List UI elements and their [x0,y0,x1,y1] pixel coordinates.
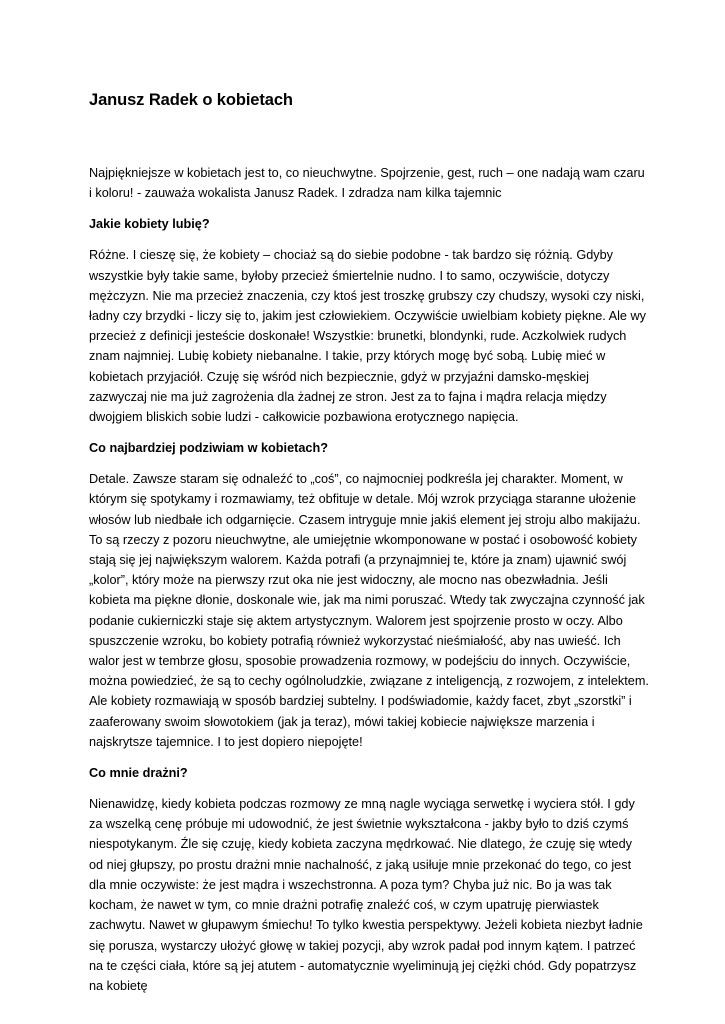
section-body-liked-women: Różne. I cieszę się, że kobiety – chociaż są do siebie podobne - tak bardzo się różnią. Gdyby wszystkie były takie same, byłoby przecież śmiertelnie nudno. I to samo, oczywiście, dotyczy mężczyzn. Nie ma przecież znaczenia, czy ktoś jest troszkę grubszy czy chudszy, wysoki czy niski, ładny czy brzydki - liczy się to, jakim jest człowiekiem. Oczywiście uwielbiam kobiety piękne. Ale wy przecież z definicji jesteście doskonałe! Wszystkie: brunetki, blondynki, rude. Aczkolwiek rudych znam najmniej. Lubię kobiety niebanalne. I takie, przy których mogę być sobą. Lubię mieć w kobietach przyjaciół. Czuję się wśród nich bezpiecznie, gdyż w przyjaźni damsko-męskiej zazwyczaj nie ma już zagrożenia dla żadnej ze stron. Jest za to fajna i mądra relacja między dwojgiem bliskich sobie ludzi - całkowicie pozbawiona erotycznego napięcia. [89,248,647,425]
article-lead: Najpiękniejsze w kobietach jest to, co nieuchwytne. Spojrzenie, gest, ruch – one nadają wam czaru i koloru! - zauważa wokalista Janusz Radek. I zdradza nam kilka tajemnic [89,166,645,201]
article [89,88,649,996]
section-heading-liked-women: Jakie kobiety lubię? [89,217,210,232]
section-body-admire: Detale. Zawsze staram się odnaleźć to „coś”, co najmocniej podkreśla jej charakter. Moment, w którym się spotykamy i rozmawiamy, też obfituje w detale. Mój wzrok przyciąga staranne ułożenie włosów lub niedbałe ich odgarnięcie. Czasem intryguje mnie jakiś element jej stroju albo makijażu. To są rzeczy z pozoru nieuchwytne, ale umiejętnie wkomponowane w postać i osobowość kobiety stają się jej największym walorem. Każda potrafi (a przynajmniej te, które ja znam) ujawnić swój „kolor”, który może na pierwszy rzut oka nie jest widoczny, ale mocno nas obezwładnia. Jeśli kobieta ma piękne dłonie, doskonale wie, jak ma nimi poruszać. Wtedy tak zwyczajna czynność jak podanie cukierniczki staje się aktem artystycznym. Walorem jest spojrzenie prosto w oczy. Albo spuszczenie wzroku, bo kobiety potrafią również wykorzystać nieśmiałość, aby nas uwieść. Ich walor jest w tembrze głosu, sposobie prowadzenia rozmowy, w podejściu do innych. Oczywiście, można powiedzieć, że są to cechy ogólnoludzkie, związane z inteligencją, z rozwojem, z intelektem. Ale kobiety rozmawiają w sposób bardziej subtelny. I podświadomie, każdy facet, zbyt „szorstki” i zaaferowany swoim słowotokiem (jak ja teraz), mówi takiej kobiecie największe marzenia i najskrytsze tajemnice. I to jest dopiero niepojęte! [89,472,649,749]
section-heading-admire: Co najbardziej podziwiam w kobietach? [89,441,328,456]
article-title: Janusz Radek o kobietach [89,91,293,109]
section-heading-annoys: Co mnie drażni? [89,766,188,781]
section-body-annoys: Nienawidzę, kiedy kobieta podczas rozmowy ze mną nagle wyciąga serwetkę i wyciera stół. I gdy za wszelką cenę próbuje mi udowodnić, że jest świetnie wykształcona - jakby było to dziś czymś niespotykanym. Źle się czuję, kiedy kobieta zaczyna mędrkować. Nie dlatego, że czuję się wtedy od niej głupszy, po prostu drażni mnie nachalność, z jaką usiłuje mnie przekonać do tego, co jest dla mnie oczywiste: że jest mądra i wszechstronna. A poza tym? Chyba już nic. Bo ja was tak kocham, że nawet w tym, co mnie drażni potrafię znaleźć coś, w czym upatruję pierwiastek zachwytu. Nawet w głupawym śmiechu! To tylko kwestia perspektywy. Jeżeli kobieta niezbyt ładnie się porusza, wystarczy ułożyć głowę w takiej pozycji, aby wzrok padał pod innym kątem. I patrzeć na te części ciała, które są jej atutem - automatycznie wyeliminują jej ciężki chód. Gdy popatrzysz na kobietę [89,797,643,993]
